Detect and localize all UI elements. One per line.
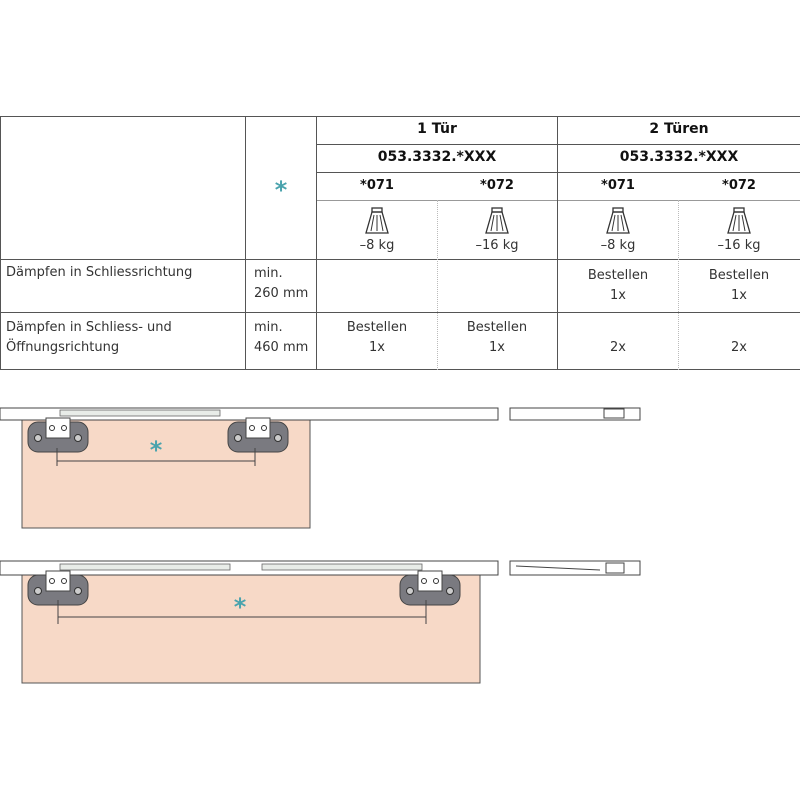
order-qty: 1x (369, 340, 385, 355)
weight-icon (483, 206, 511, 236)
row-label-closing: Dämpfen in Schliessrichtung (6, 265, 193, 280)
row-label-line: Dämpfen in Schliess- und (6, 320, 172, 335)
one-door-variant-071: *071 (360, 178, 394, 193)
asterisk-marker: * (149, 436, 163, 464)
drawing-closing (0, 408, 640, 528)
row-label-line: Öffnungsrichtung (6, 340, 120, 355)
order-label: Bestellen (466, 320, 528, 335)
one-door-title: 1 Tür (417, 121, 457, 137)
weight-cell (678, 206, 800, 256)
asterisk-marker: * (274, 176, 288, 204)
order-qty: 1x (489, 340, 505, 355)
min-label: min. (254, 320, 283, 335)
cell-order (558, 266, 678, 306)
min-label: min. (254, 266, 283, 281)
one-door-variant-072: *072 (480, 178, 514, 193)
order-qty: 1x (610, 288, 626, 303)
weight-cell (317, 206, 437, 256)
min-value: 460 mm (254, 340, 309, 355)
order-label: Bestellen (587, 268, 649, 283)
damper-carriage (28, 418, 88, 452)
installation-drawings (0, 400, 800, 700)
cell-order (437, 318, 557, 358)
two-doors-variant-072: *072 (722, 178, 756, 193)
asterisk-marker: * (233, 593, 247, 621)
row-label-closing-opening (6, 318, 242, 358)
weight-icon (363, 206, 391, 236)
drawing-closing-opening (0, 561, 640, 683)
weight-label: –8 kg (359, 238, 395, 253)
weight-label: –8 kg (600, 238, 636, 253)
two-doors-title: 2 Türen (649, 121, 709, 137)
cell-order (317, 318, 437, 358)
order-label: Bestellen (708, 268, 770, 283)
row-min-closing (254, 264, 314, 304)
min-value: 260 mm (254, 286, 309, 301)
weight-label: –16 kg (717, 238, 761, 253)
cell-order (678, 266, 800, 306)
weight-cell (558, 206, 678, 256)
damper-carriage (28, 571, 88, 605)
row-min-closing-opening (254, 318, 314, 358)
two-doors-code: 053.3332.*XXX (619, 149, 739, 165)
weight-icon (725, 206, 753, 236)
order-qty: 2x (731, 340, 747, 355)
damper-carriage (400, 571, 460, 605)
order-label: Bestellen (346, 320, 408, 335)
order-qty: 2x (610, 340, 626, 355)
damper-carriage (228, 418, 288, 452)
weight-cell (437, 206, 557, 256)
specification-table (0, 116, 800, 370)
order-qty: 1x (731, 288, 747, 303)
weight-label: –16 kg (475, 238, 519, 253)
weight-icon (604, 206, 632, 236)
one-door-code: 053.3332.*XXX (377, 149, 497, 165)
two-doors-variant-071: *071 (601, 178, 635, 193)
